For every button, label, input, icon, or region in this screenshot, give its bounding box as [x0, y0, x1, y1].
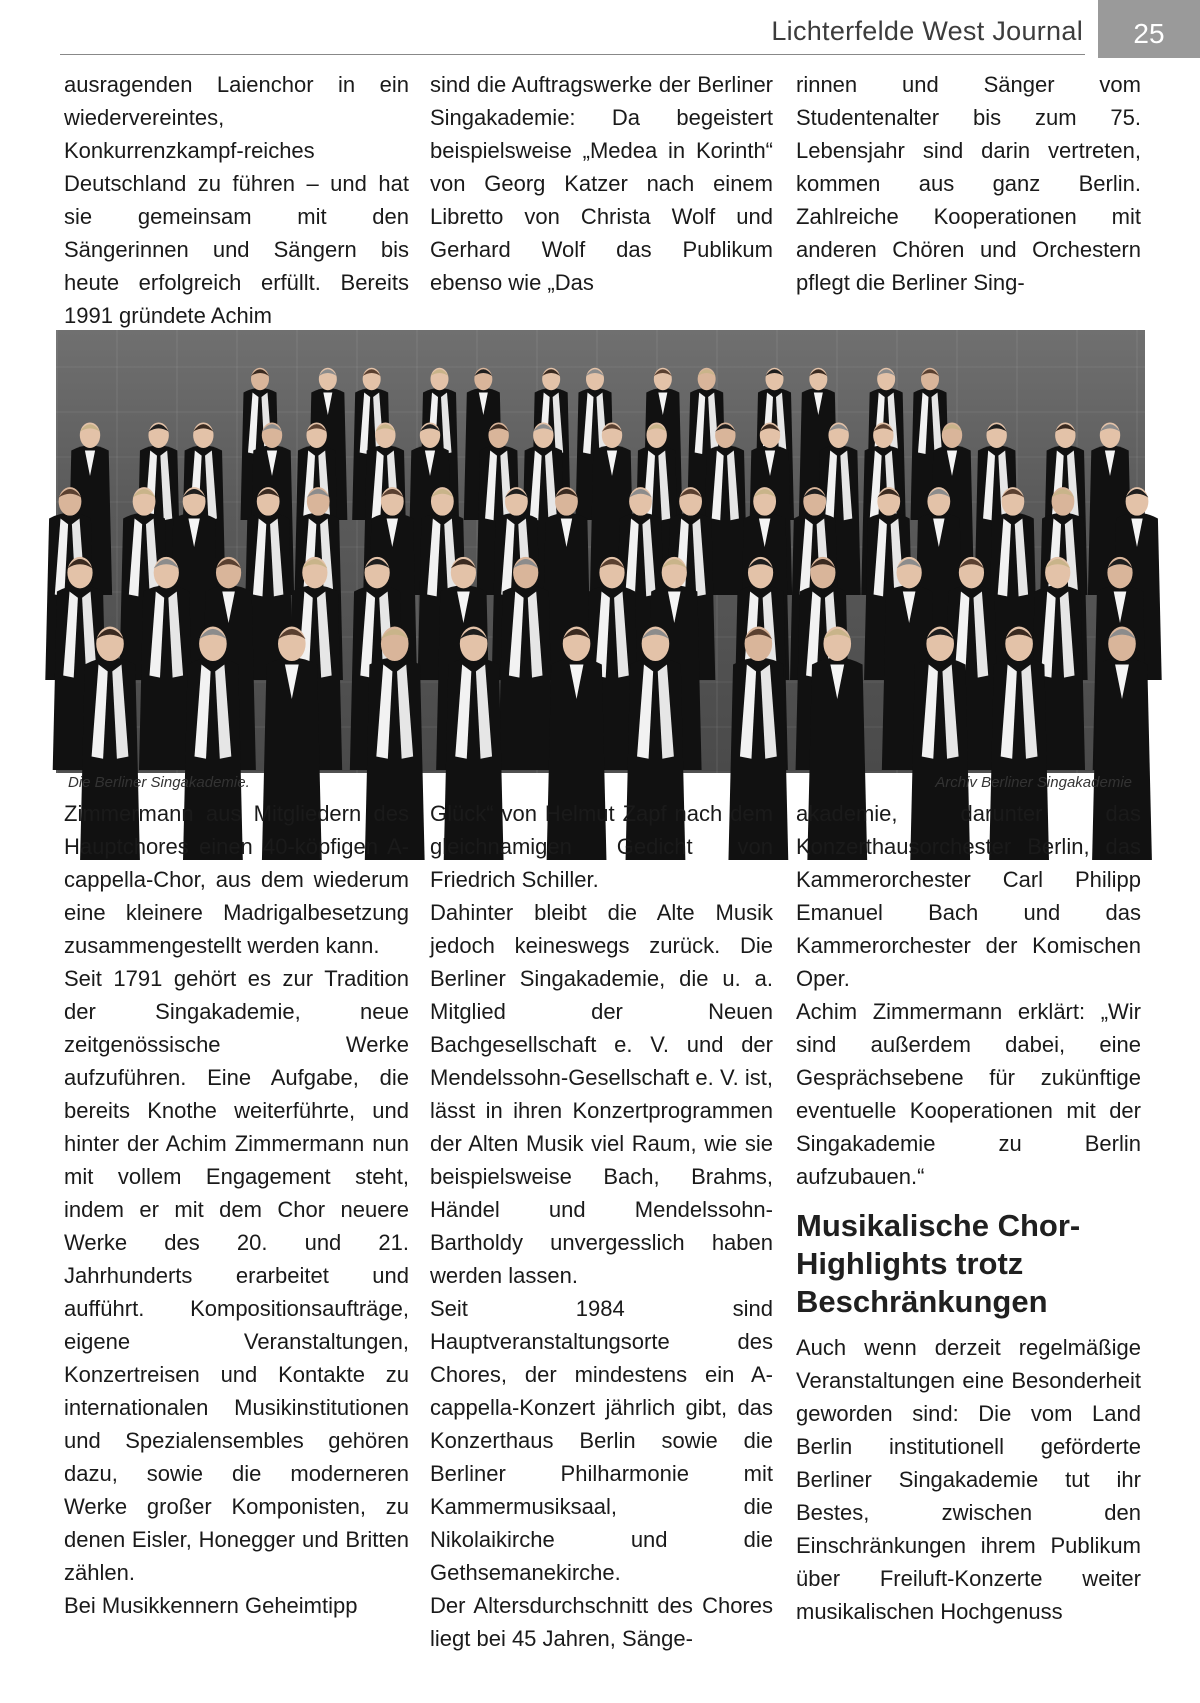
- bottom-column-1: [64, 797, 409, 1697]
- top-column-1: [64, 68, 409, 328]
- choir-illustration: [56, 330, 1145, 773]
- paragraph: Glück“ von Helmut Zapf nach dem gleichnamigen Gedicht von Friedrich Schiller.: [430, 801, 773, 892]
- photo-credit: Archiv Berliner Singakademie: [935, 774, 1132, 791]
- journal-title: Lichterfelde West Journal: [771, 16, 1083, 46]
- page-number: 25: [1098, 0, 1200, 58]
- bottom-column-2: [430, 797, 773, 1697]
- paragraph: rinnen und Sänger vom Studentenalter bis zum 75. Lebensjahr sind darin vertreten, kommen aus ganz Berlin. Zahlreiche Kooperationen mit anderen Chören und Orchestern pflegt die Berliner Sing-: [796, 72, 1141, 295]
- bottom-column-3: [796, 797, 1141, 1697]
- header-rule: [60, 54, 1085, 55]
- paragraph: Der Altersdurchschnitt des Chores liegt bei 45 Jahren, Sänge-: [430, 1593, 773, 1651]
- paragraph: Auch wenn derzeit regelmäßige Veranstaltungen eine Besonderheit geworden sind: Die vom Land Berlin institutionell geförderte Berliner Singakademie tut ihr Bestes, zwischen den Einschränkungen ihrem Publikum über Freiluft-Konzerte weiter musikalischen Hochgenuss: [796, 1335, 1141, 1624]
- paragraph: sind die Auftragswerke der Berliner Singakademie: Da begeistert beispielsweise „Medea in Korinth“ von Georg Katzer nach einem Libretto von Christa Wolf und Gerhard Wolf das Publikum ebenso wie „Das: [430, 72, 773, 295]
- paragraph: ausragenden Laienchor in ein wiedervereintes, Konkurrenzkampf-reiches Deutschland zu führen – und hat sie gemeinsam mit den Sängerinnen und Sängern bis heute erfolgreich erfüllt. Bereits 1991 gründete Achim: [64, 72, 409, 328]
- paragraph: Zimmermann aus Mitgliedern des Hauptchores einen 40-köpfigen A-cappella-Chor, aus dem wiederum eine kleinere Madrigalbesetzung zusammengestellt werden kann.: [64, 801, 409, 958]
- paragraph: Bei Musikkennern Geheimtipp: [64, 1593, 358, 1618]
- paragraph: Achim Zimmermann erklärt: „Wir sind außerdem dabei, eine Gesprächsebene für zukünftige eventuelle Kooperationen mit der Singakademie zu Berlin aufzubauen.“: [796, 999, 1141, 1189]
- top-column-3: [796, 68, 1141, 306]
- paragraph: Seit 1984 sind Hauptveranstaltungsorte des Chores, der mindestens ein A-cappella-Konzert jährlich gibt, das Konzerthaus Berlin sowie die Berliner Philharmonie mit Kammermusiksaal, die Nikolaikirche und die Gethsemanekirche.: [430, 1296, 773, 1585]
- top-column-2: [430, 68, 773, 306]
- choir-photo: [56, 330, 1145, 773]
- paragraph: Seit 1791 gehört es zur Tradition der Singakademie, neue zeitgenössische Werke aufzuführen. Eine Aufgabe, die bereits Knothe weiterführte, und hinter der Achim Zimmermann nun mit vollem Engagement steht, indem er mit dem Chor neuere Werke des 20. und 21. Jahrhunderts erarbeitet und aufführt. Kompositionsaufträge, eigene Veranstaltungen, Konzertreisen und Kontakte zu internationalen Musikinstitutionen und Spezialensembles gehören dazu, sowie die moderneren Werke großer Komponisten, zu denen Eisler, Honegger und Britten zählen.: [64, 966, 409, 1585]
- section-heading: Musikalische Chor-Highlights trotz Beschränkungen: [796, 1208, 1081, 1319]
- photo-caption: Die Berliner Singakademie.: [68, 774, 250, 791]
- paragraph: akademie, darunter das Konzerthausorchester Berlin, das Kammerorchester Carl Philipp Emanuel Bach und das Kammerorchester der Komischen Oper.: [796, 801, 1141, 991]
- paragraph: Dahinter bleibt die Alte Musik jedoch keineswegs zurück. Die Berliner Singakademie, die u. a. Mitglied der Neuen Bachgesellschaft e. V. und der Mendelssohn-Gesellschaft e. V. ist, lässt in ihren Konzertprogrammen der Alten Musik viel Raum, wie sie beispielsweise Bach, Brahms, Händel und Mendelssohn-Bartholdy unvergesslich haben werden lassen.: [430, 900, 773, 1288]
